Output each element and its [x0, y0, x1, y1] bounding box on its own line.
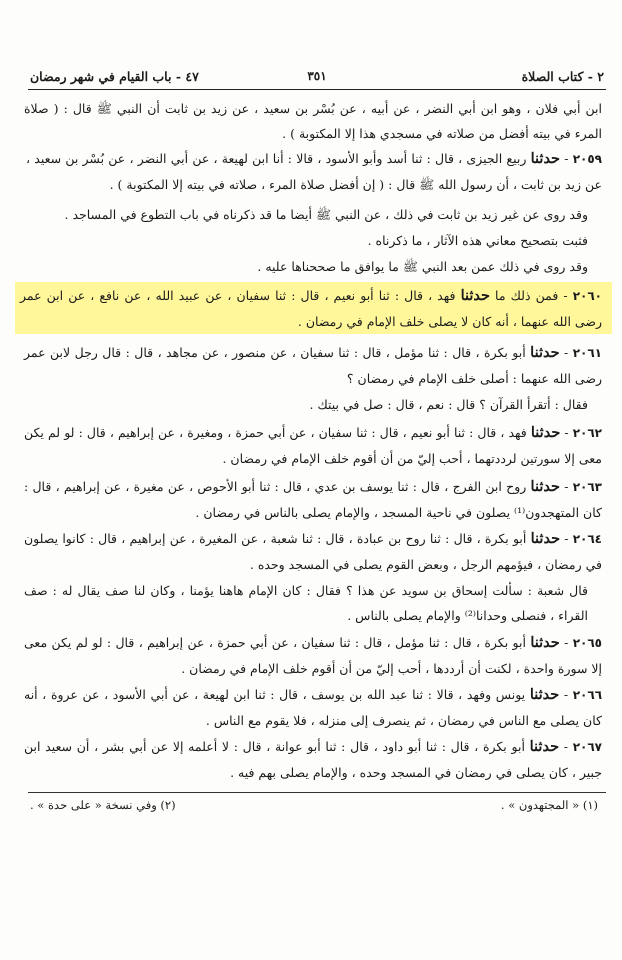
- hadith-number: ٢٠٦٧: [572, 740, 602, 754]
- footnotes: [30, 798, 598, 820]
- paragraph-text: أبو بكرة ، قال : ثنا مؤمل ، قال : ثنا سفيان ، عن أبي حمزة ، عن إبراهيم ، قال : لو لم يكن معى إلا سورة واحدة ، لكنت أن أرددها ، أحب إليّ من أن أقوم خلف الإمام في رمضان .: [24, 635, 602, 676]
- footnote-1: (١) « المجتهدون » .: [500, 798, 598, 812]
- paragraph-text: روح ابن الفرج ، قال : ثنا يوسف بن عدي ، قال : ثنا أبو الأحوص ، عن مغيرة ، عن إبراهيم ، قال : كان المتهجدون⁽¹⁾ يصلون في ناحية المسجد ، والإمام يصلى بالناس في رمضان .: [24, 479, 602, 520]
- keyword-haddathana: حدثنا: [530, 530, 561, 547]
- hadith-2067: ٢٠٦٧ - حدثنا أبو بكرة ، قال : ثنا أبو داود ، قال : ثنا أبو عوانة ، قال : لا أعلمه إلا عن أبي بشر ، أن سعيد ابن جبير ، كان يصلى في رمضان في المسجد وحده ، والإمام يصلى بهم فيه .: [24, 738, 602, 780]
- keyword-haddathana: حدثنا: [529, 738, 560, 755]
- paragraph-intro: [24, 96, 602, 146]
- paragraph-text: فهد ، قال : ثنا أبو نعيم ، قال : ثنا سفيان ، عن عبيد الله ، عن نافع ، عن ابن عمر رضى الله عنهما ، أنه كان لا يصلى خلف الإمام في رمضان .: [20, 288, 602, 329]
- footnote-2: (٢) وفي نسخة « على حدة » .: [30, 798, 176, 812]
- paragraph-text: فقال : أتقرأ القرآن ؟ قال : نعم ، قال : صل في بيتك .: [309, 397, 588, 412]
- hadith-number: ٢٠٦٠: [572, 289, 602, 303]
- paragraph-note-1: [26, 202, 588, 227]
- hadith-2066: ٢٠٦٦ - حدثنا يونس وفهد ، قالا : ثنا عبد الله بن يوسف ، قال : ثنا ابن لهيعة ، عن أبي الأسود ، عن عروة ، أنه كان يصلى مع الناس في رمضان ، ثم ينصرف إلى منزله ، فلا يقوم مع الناس .: [24, 686, 603, 728]
- paragraph-text: فثبت بتصحيح معاني هذه الآثار ، ما ذكرناه .: [367, 233, 588, 248]
- header-rule: [28, 89, 606, 90]
- keyword-haddathana: حدثنا: [530, 150, 561, 167]
- keyword-haddathana: حدثنا: [530, 344, 560, 361]
- paragraph-note-2: [26, 228, 588, 253]
- hadith-2064: ٢٠٦٤ - حدثنا أبو بكرة ، قال : ثنا روح بن عبادة ، قال : ثنا شعبة ، عن المغيرة ، عن إبراهيم ، قال : كانوا يصلون في رمضان ، فيؤمهم الرجل ، وبعض القوم يصلى في المسجد وحده .: [24, 530, 602, 572]
- hadith-2061: ٢٠٦١ - حدثنا أبو بكرة ، قال : ثنا مؤمل ، قال : ثنا سفيان ، عن منصور ، عن مجاهد ، قال : قال رجل لابن عمر رضى الله عنهما : أصلى خلف الإمام في رمضان ؟: [24, 344, 602, 386]
- keyword-haddathana: حدثنا: [530, 634, 560, 651]
- hadith-number: ٢٠٥٩: [572, 152, 602, 166]
- hadith-number: ٢٠٦٣: [572, 480, 602, 494]
- hadith-2063: ٢٠٦٣ - حدثنا روح ابن الفرج ، قال : ثنا يوسف بن عدي ، قال : ثنا أبو الأحوص ، عن مغيرة ، عن إبراهيم ، قال : كان المتهجدون⁽¹⁾ يصلون في ناحية المسجد ، والإمام يصلى بالناس في رمضان .: [24, 478, 602, 520]
- hadith-number: ٢٠٦٥: [572, 636, 602, 650]
- keyword-haddathana: حدثنا: [460, 287, 490, 304]
- paragraph-text: فهد ، قال : ثنا أبو نعيم ، قال : ثنا سفيان ، عن أبي حمزة ، ومغيرة ، عن إبراهيم ، قال : لو لم يكن معى إلا سورتين لرددتهما ، أحب إليّ من أن أقوم خلف الإمام في رمضان .: [24, 425, 602, 466]
- hadith-2059: ٢٠٥٩ - حدثنا ربيع الجيزى ، قال : ثنا أسد وأبو الأسود ، قالا : أنا ابن لهيعة ، عن أبي النضر ، عن بُسْر بن سعيد ، عن زيد بن ثابت ، أن رسول الله ﷺ قال : ( إن أفضل صلاة المرء ، صلاته في بيته إلا المكتوبة ) .: [26, 150, 602, 192]
- paragraph-text: ابن أبي فلان ، وهو ابن أبي النضر ، عن أبيه ، عن بُسْر بن سعيد ، عن زيد بن ثابت أن النبي ﷺ قال : ( صلاة المرء في بيته أفضل من صلاته في مسجدي هذا إلا المكتوبة ) .: [24, 101, 602, 141]
- hadith-2062: ٢٠٦٢ - حدثنا فهد ، قال : ثنا أبو نعيم ، قال : ثنا سفيان ، عن أبي حمزة ، ومغيرة ، عن إبراهيم ، قال : لو لم يكن معى إلا سورتين لرددتهما ، أحب إليّ من أن أقوم خلف الإمام في رمضان .: [24, 424, 602, 466]
- paragraph-text: قال شعبة : سألت إسحاق بن سويد عن هذا ؟ فقال : كان الإمام هاهنا يؤمنا ، وكان لنا صف يقال له : صف القراء ، فنصلى وحدانا⁽²⁾ والإمام يصلى بالناس .: [24, 583, 588, 623]
- paragraph-prefix: فمن ذلك ما: [495, 288, 559, 303]
- page-number: ٣٥١: [307, 69, 327, 83]
- hadith-2060: ٢٠٦٠ - فمن ذلك ما حدثنا فهد ، قال : ثنا أبو نعيم ، قال : ثنا سفيان ، عن عبيد الله ، عن نافع ، عن ابن عمر رضى الله عنهما ، أنه كان لا يصلى خلف الإمام في رمضان .: [20, 287, 602, 329]
- hadith-number: ٢٠٦٢: [572, 426, 602, 440]
- hadith-number: ٢٠٦١: [572, 346, 602, 360]
- paragraph-text: وقد روى عن غير زيد بن ثابت في ذلك ، عن النبي ﷺ أيضا ما قد ذكرناه في باب التطوع في المساجد .: [64, 207, 588, 222]
- paragraph-text: يونس وفهد ، قالا : ثنا عبد الله بن يوسف ، قال : ثنا ابن لهيعة ، عن أبي الأسود ، عن عروة ، أنه كان يصلى مع الناس في رمضان ، ثم ينصرف إلى منزله ، فلا يقوم مع الناس .: [24, 687, 602, 728]
- paragraph-text: أبو بكرة ، قال : ثنا مؤمل ، قال : ثنا سفيان ، عن منصور ، عن مجاهد ، قال : قال رجل لابن عمر رضى الله عنهما : أصلى خلف الإمام في رمضان ؟: [24, 345, 602, 386]
- paragraph-shuba: [24, 578, 588, 628]
- footnote-rule: [28, 792, 606, 793]
- header-chapter-title: ٤٧ - باب القيام في شهر رمضان: [30, 68, 199, 84]
- paragraph-note-3: [26, 254, 588, 279]
- paragraph-text: ربيع الجيزى ، قال : ثنا أسد وأبو الأسود ، قالا : أنا ابن لهيعة ، عن أبي النضر ، عن بُسْر بن سعيد ، عن زيد بن ثابت ، أن رسول الله ﷺ قال : ( إن أفضل صلاة المرء ، صلاته في بيته إلا المكتوبة ) .: [26, 151, 602, 192]
- paragraph-dialog: [24, 392, 588, 417]
- header-book-title: ٢ - كتاب الصلاة: [521, 68, 604, 84]
- paragraph-text: أبو بكرة ، قال : ثنا أبو داود ، قال : ثنا أبو عوانة ، قال : لا أعلمه إلا عن أبي بشر ، أن سعيد ابن جبير ، كان يصلى في رمضان في المسجد وحده ، والإمام يصلى بهم فيه .: [24, 739, 602, 780]
- paragraph-text: وقد روى في ذلك عمن بعد النبي ﷺ ما يوافق ما صححناها عليه .: [257, 259, 588, 274]
- keyword-haddathana: حدثنا: [530, 424, 561, 441]
- keyword-haddathana: حدثنا: [529, 686, 560, 703]
- keyword-haddathana: حدثنا: [530, 478, 560, 495]
- running-header: [30, 64, 604, 88]
- hadith-number: ٢٠٦٤: [572, 532, 602, 546]
- hadith-2065: ٢٠٦٥ - حدثنا أبو بكرة ، قال : ثنا مؤمل ، قال : ثنا سفيان ، عن أبي حمزة ، عن إبراهيم ، قال : لو لم يكن معى إلا سورة واحدة ، لكنت أن أرددها ، أحب إليّ من أن أقوم خلف الإمام في رمضان .: [24, 634, 602, 676]
- hadith-number: ٢٠٦٦: [572, 688, 603, 702]
- paragraph-text: أبو بكرة ، قال : ثنا روح بن عبادة ، قال : ثنا شعبة ، عن المغيرة ، عن إبراهيم ، قال : كانوا يصلون في رمضان ، فيؤمهم الرجل ، وبعض القوم يصلى في المسجد وحده .: [24, 531, 602, 572]
